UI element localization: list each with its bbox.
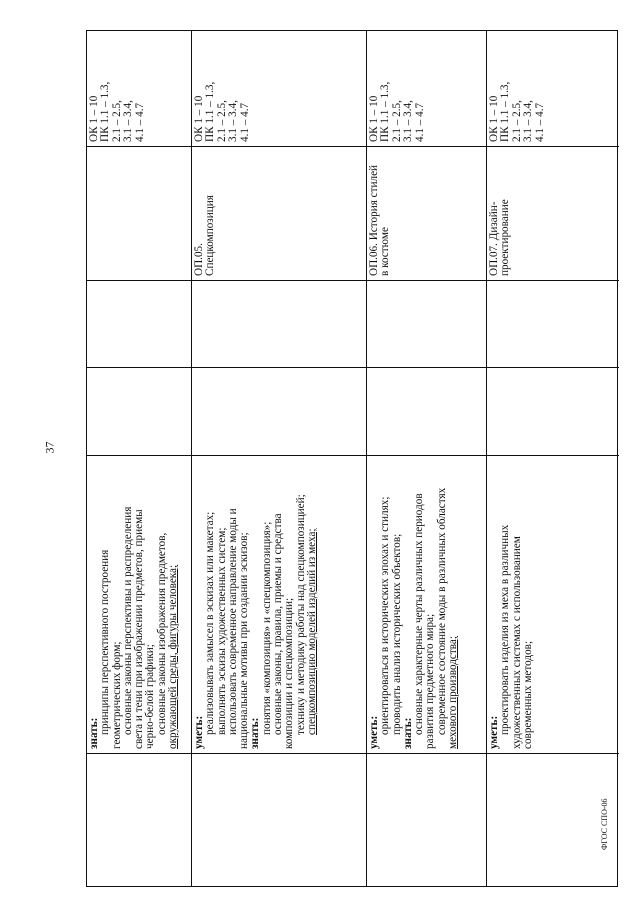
requirement-line: принципы перспективного построения bbox=[99, 549, 112, 735]
cell-hours-max bbox=[487, 367, 619, 455]
requirement-line: окружающей среды, фигуры человека; bbox=[167, 564, 180, 749]
cell-discipline bbox=[367, 146, 486, 280]
cell-codes bbox=[367, 29, 486, 146]
table-row bbox=[87, 31, 192, 886]
requirement-line: знать: bbox=[249, 717, 262, 749]
discipline-name: ОП.07. Дизайн- проектирование bbox=[488, 199, 512, 276]
competency-codes: ОК 1 – 10 ПК 1.1 – 1.3, 2.1 – 2.5, 3.1 – 3.4, 4.1 – 4.7 bbox=[193, 81, 251, 142]
discipline-name: ОП.05. Спецкомпозиция bbox=[193, 195, 217, 276]
cell-hours-class bbox=[87, 280, 191, 367]
requirement-line: мехового производства; bbox=[447, 636, 460, 749]
cell-requirements bbox=[192, 455, 366, 753]
requirement-line: национальные мотивы при создании эскизов; bbox=[238, 532, 251, 749]
requirement-line: современных методов; bbox=[521, 640, 534, 749]
requirement-line: реализовывать замысел в эскизах или макетах; bbox=[204, 511, 217, 735]
table-row bbox=[487, 31, 619, 886]
cell-discipline bbox=[87, 146, 191, 280]
cell-requirements bbox=[87, 455, 191, 753]
cell-codes bbox=[87, 29, 191, 146]
requirement-line: геометрических форм; bbox=[110, 641, 123, 749]
competency-codes: ОК 1 – 10 ПК 1.1 – 1.3, 2.1 – 2.5, 3.1 – 3.4, 4.1 – 4.7 bbox=[88, 81, 146, 142]
requirement-line: черно-белой графики; bbox=[144, 644, 157, 749]
requirement-line: уметь: bbox=[368, 715, 380, 749]
requirement-line: композиции и спецкомпозиции; bbox=[283, 597, 296, 749]
competency-codes: ОК 1 – 10 ПК 1.1 – 1.3, 2.1 – 2.5, 3.1 – 3.4, 4.1 – 4.7 bbox=[368, 81, 426, 142]
cell-discipline bbox=[192, 146, 366, 280]
cell-discipline bbox=[487, 146, 619, 280]
requirement-line: спецкомпозицию моделей изделий из меха; bbox=[305, 528, 318, 735]
cell-requirements bbox=[487, 455, 619, 753]
requirement-line: основные законы, правила, приемы и средства bbox=[272, 513, 285, 735]
table-row bbox=[192, 31, 367, 886]
requirement-line: понятия «композиция» и «спецкомпозиция»; bbox=[260, 521, 273, 735]
requirement-line: художественных системах с использованием bbox=[510, 536, 523, 749]
requirement-line: технику и методику работы над спецкомпозицией; bbox=[294, 494, 307, 735]
rotated-page bbox=[86, 30, 618, 887]
discipline-name: ОП.06. История стилей в костюме bbox=[368, 164, 392, 276]
requirement-line: света и тени при изображении предметов, приемы bbox=[133, 509, 146, 749]
cell-hours-max bbox=[367, 367, 486, 455]
requirement-line: использовать современное направление моды и bbox=[226, 508, 239, 735]
requirement-line: уметь: bbox=[488, 715, 500, 749]
requirement-line: развития предметного мира; bbox=[424, 613, 437, 749]
requirement-line: знать: bbox=[88, 717, 100, 749]
requirement-line: основные характерные черты различных периодов bbox=[413, 493, 426, 735]
requirement-line: основные законы изображения предметов, bbox=[155, 532, 168, 735]
cell-index bbox=[87, 753, 191, 886]
page-number: 37 bbox=[42, 441, 57, 454]
competency-table bbox=[86, 30, 618, 887]
table-row bbox=[367, 31, 487, 886]
cell-index bbox=[192, 753, 366, 886]
requirement-line: современное состояние моды в различных областях bbox=[435, 487, 448, 735]
requirement-line: проектировать изделия из меха в различных bbox=[499, 524, 512, 735]
requirement-line: уметь: bbox=[193, 715, 205, 749]
requirement-line: ориентироваться в исторических эпохах и стилях; bbox=[379, 496, 392, 735]
cell-hours-class bbox=[487, 280, 619, 367]
cell-hours-class bbox=[192, 280, 366, 367]
footer-code: ФГОС СПО-06 bbox=[600, 798, 609, 850]
requirement-line: проводить анализ исторических объектов; bbox=[390, 533, 403, 735]
cell-hours-max bbox=[87, 367, 191, 455]
cell-index bbox=[367, 753, 486, 886]
cell-requirements bbox=[367, 455, 486, 753]
row-0-lines bbox=[89, 460, 179, 749]
cell-codes bbox=[487, 29, 619, 146]
cell-codes bbox=[192, 29, 366, 146]
cell-hours-max bbox=[192, 367, 366, 455]
competency-codes: ОК 1 – 10 ПК 1.1 – 1.3, 2.1 – 2.5, 3.1 – 3.4, 4.1 – 4.7 bbox=[488, 81, 546, 142]
requirement-line: основные законы перспективы и распределения bbox=[121, 506, 134, 735]
cell-hours-class bbox=[367, 280, 486, 367]
requirement-line: выполнять эскизы художественных систем; bbox=[215, 527, 228, 735]
requirement-line: знать: bbox=[401, 717, 414, 749]
